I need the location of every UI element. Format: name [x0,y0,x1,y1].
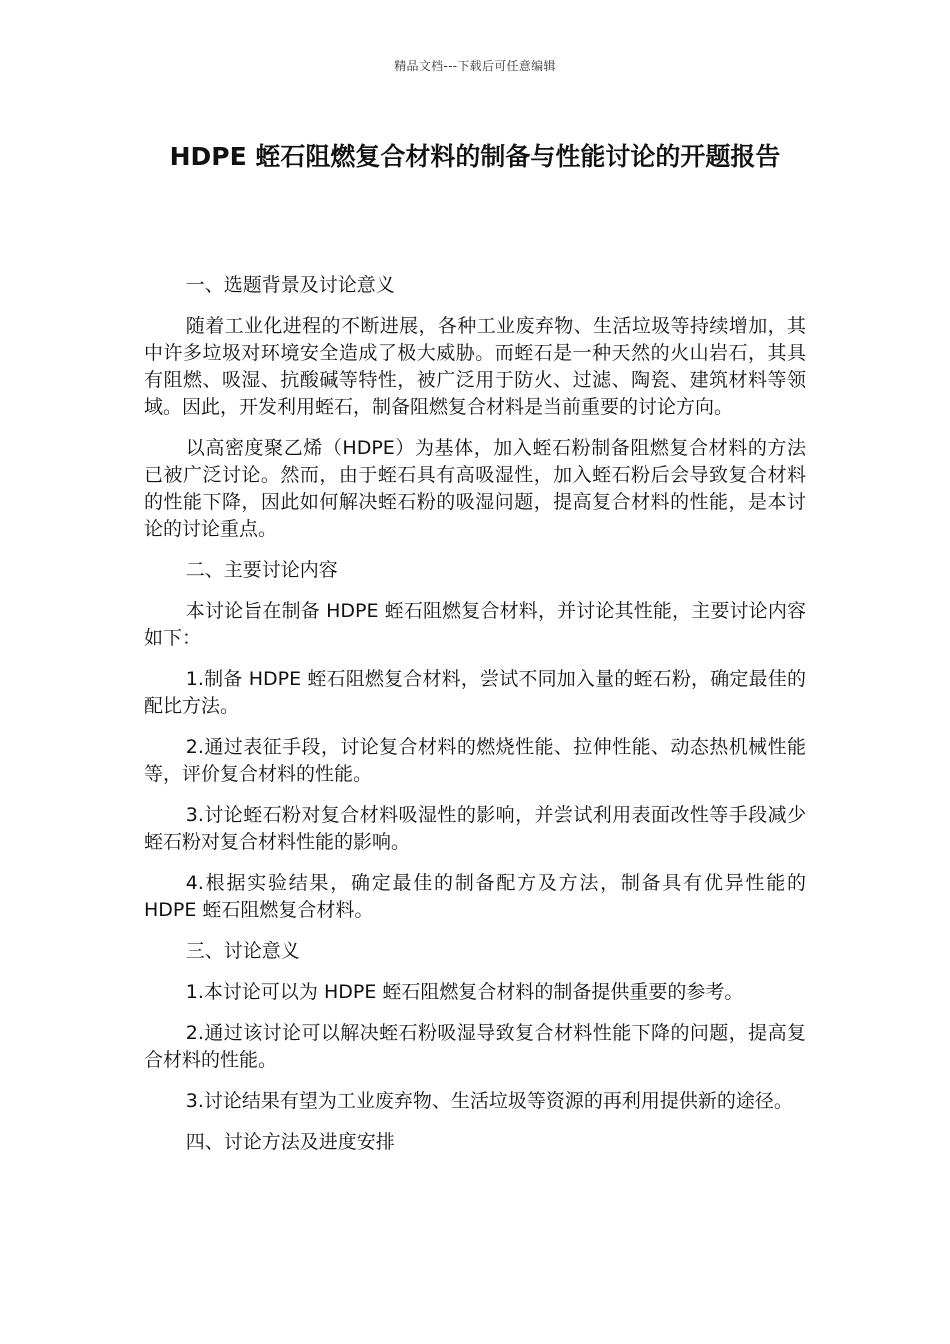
list-item: 1.制备 HDPE 蛭石阻燃复合材料，尝试不同加入量的蛭石粉，确定最佳的配比方法。 [144,668,806,717]
header-note: 精品文档---下载后可任意编辑 [394,59,556,73]
list-item: 2.通过表征手段，讨论复合材料的燃烧性能、拉伸性能、动态热机械性能等，评价复合材料的性能。 [144,736,806,785]
paragraph: 以高密度聚乙烯（HDPE）为基体，加入蛭石粉制备阻燃复合材料的方法已被广泛讨论。然而，由于蛭石具有高吸湿性，加入蛭石粉后会导致复合材料的性能下降，因此如何解决蛭石粉的吸湿问题，提高复合材料的性能，是本讨论的讨论重点。 [144,437,806,540]
list-item: 1.本讨论可以为 HDPE 蛭石阻燃复合材料的制备提供重要的参考。 [185,981,744,1003]
list-item: 3.讨论蛭石粉对复合材料吸湿性的影响，并尝试利用表面改性等手段减少蛭石粉对复合材料性能的影响。 [144,804,806,853]
document-title: HDPE 蛭石阻燃复合材料的制备与性能讨论的开题报告 [169,142,781,171]
list-item: 4.根据实验结果，确定最佳的制备配方及方法，制备具有优异性能的 HDPE 蛭石阻燃复合材料。 [144,872,806,921]
section-heading: 二、主要讨论内容 [185,559,338,581]
section-heading: 四、讨论方法及进度安排 [185,1131,395,1153]
paragraph: 随着工业化进程的不断进展，各种工业废弃物、生活垃圾等持续增加，其中许多垃圾对环境安全造成了极大威胁。而蛭石是一种天然的火山岩石，其具有阻燃、吸湿、抗酸碱等特性，被广泛用于防火、过滤、陶瓷、建筑材料等领域。因此，开发利用蛭石，制备阻燃复合材料是当前重要的讨论方向。 [144,315,806,418]
section-heading: 一、选题背景及讨论意义 [185,274,395,296]
list-item: 2.通过该讨论可以解决蛭石粉吸湿导致复合材料性能下降的问题，提高复合材料的性能。 [144,1022,806,1071]
list-item: 3.讨论结果有望为工业废弃物、生活垃圾等资源的再利用提供新的途径。 [185,1090,793,1112]
document-body [144,272,806,1170]
section-heading: 三、讨论意义 [185,940,300,962]
paragraph: 本讨论旨在制备 HDPE 蛭石阻燃复合材料，并讨论其性能，主要讨论内容如下： [144,600,806,649]
